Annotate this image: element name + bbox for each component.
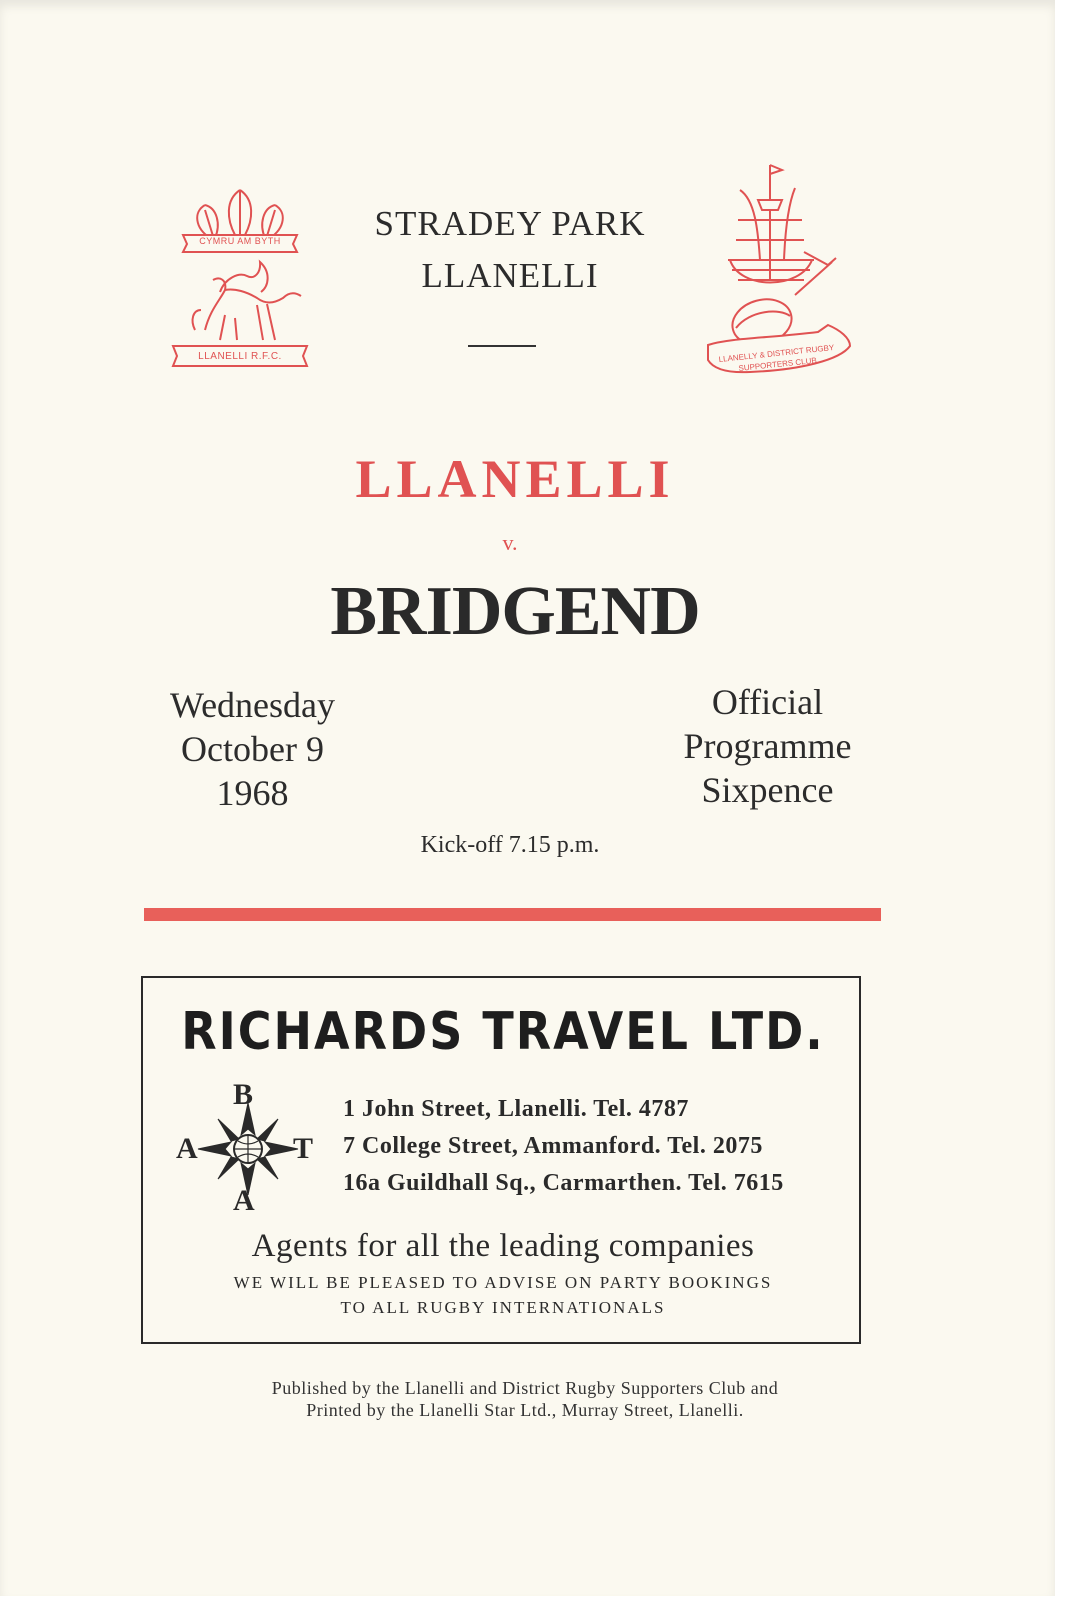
address-ammanford: 7 College Street, Ammanford. Tel. 2075 xyxy=(343,1133,763,1159)
address-carmarthen: 16a Guildhall Sq., Carmarthen. Tel. 7615 xyxy=(343,1170,784,1196)
match-month-day: October 9 xyxy=(181,729,324,769)
venue-town: LLANELLI xyxy=(421,256,599,295)
kickoff-time: Kick-off 7.15 p.m. xyxy=(420,832,600,858)
footer-publisher: Published by the Llanelli and District Rugby Supporters Club and xyxy=(271,1378,779,1398)
programme-line-official: Official xyxy=(711,682,824,722)
notice-line-2: TO ALL RUGBY INTERNATIONALS xyxy=(340,1298,666,1317)
match-day: Wednesday xyxy=(169,685,336,725)
crest-club-banner: LLANELLI R.F.C. xyxy=(198,351,282,362)
programme-line-price: Sixpence xyxy=(701,770,834,810)
abta-letter-t: T xyxy=(293,1132,314,1165)
supporters-club-banner: LLANELLY & DISTRICT RUGBY SUPPORTERS CLUB xyxy=(718,342,835,374)
red-divider xyxy=(144,908,881,921)
away-team: BRIDGEND xyxy=(330,573,700,650)
venue-name: STRADEY PARK xyxy=(374,204,646,243)
abta-letter-b: B xyxy=(233,1078,254,1111)
programme-line-programme: Programme xyxy=(683,726,852,766)
advert-title: RICHARDS TRAVEL LTD. xyxy=(181,1000,825,1062)
abta-letter-a2: A xyxy=(233,1184,255,1217)
versus-label: v. xyxy=(502,530,518,555)
notice-line-1: WE WILL BE PLEASED TO ADVISE ON PARTY BOOKINGS xyxy=(233,1273,773,1292)
footer-printer: Printed by the Llanelli Star Ltd., Murray Street, Llanelli. xyxy=(306,1400,744,1420)
travel-advert xyxy=(141,976,861,1344)
address-llanelli: 1 John Street, Llanelli. Tel. 4787 xyxy=(343,1096,689,1122)
venue-divider xyxy=(468,345,536,347)
match-year: 1968 xyxy=(216,773,289,813)
match-date xyxy=(130,683,375,815)
agents-line: Agents for all the leading companies xyxy=(251,1228,755,1264)
crest-motto-banner: CYMRU AM BYTH xyxy=(199,236,281,246)
abta-letter-a: A xyxy=(176,1132,198,1165)
home-team: LLANELLI xyxy=(355,449,675,509)
llanelli-rfc-crest-icon xyxy=(165,180,315,380)
programme-price xyxy=(655,680,880,812)
